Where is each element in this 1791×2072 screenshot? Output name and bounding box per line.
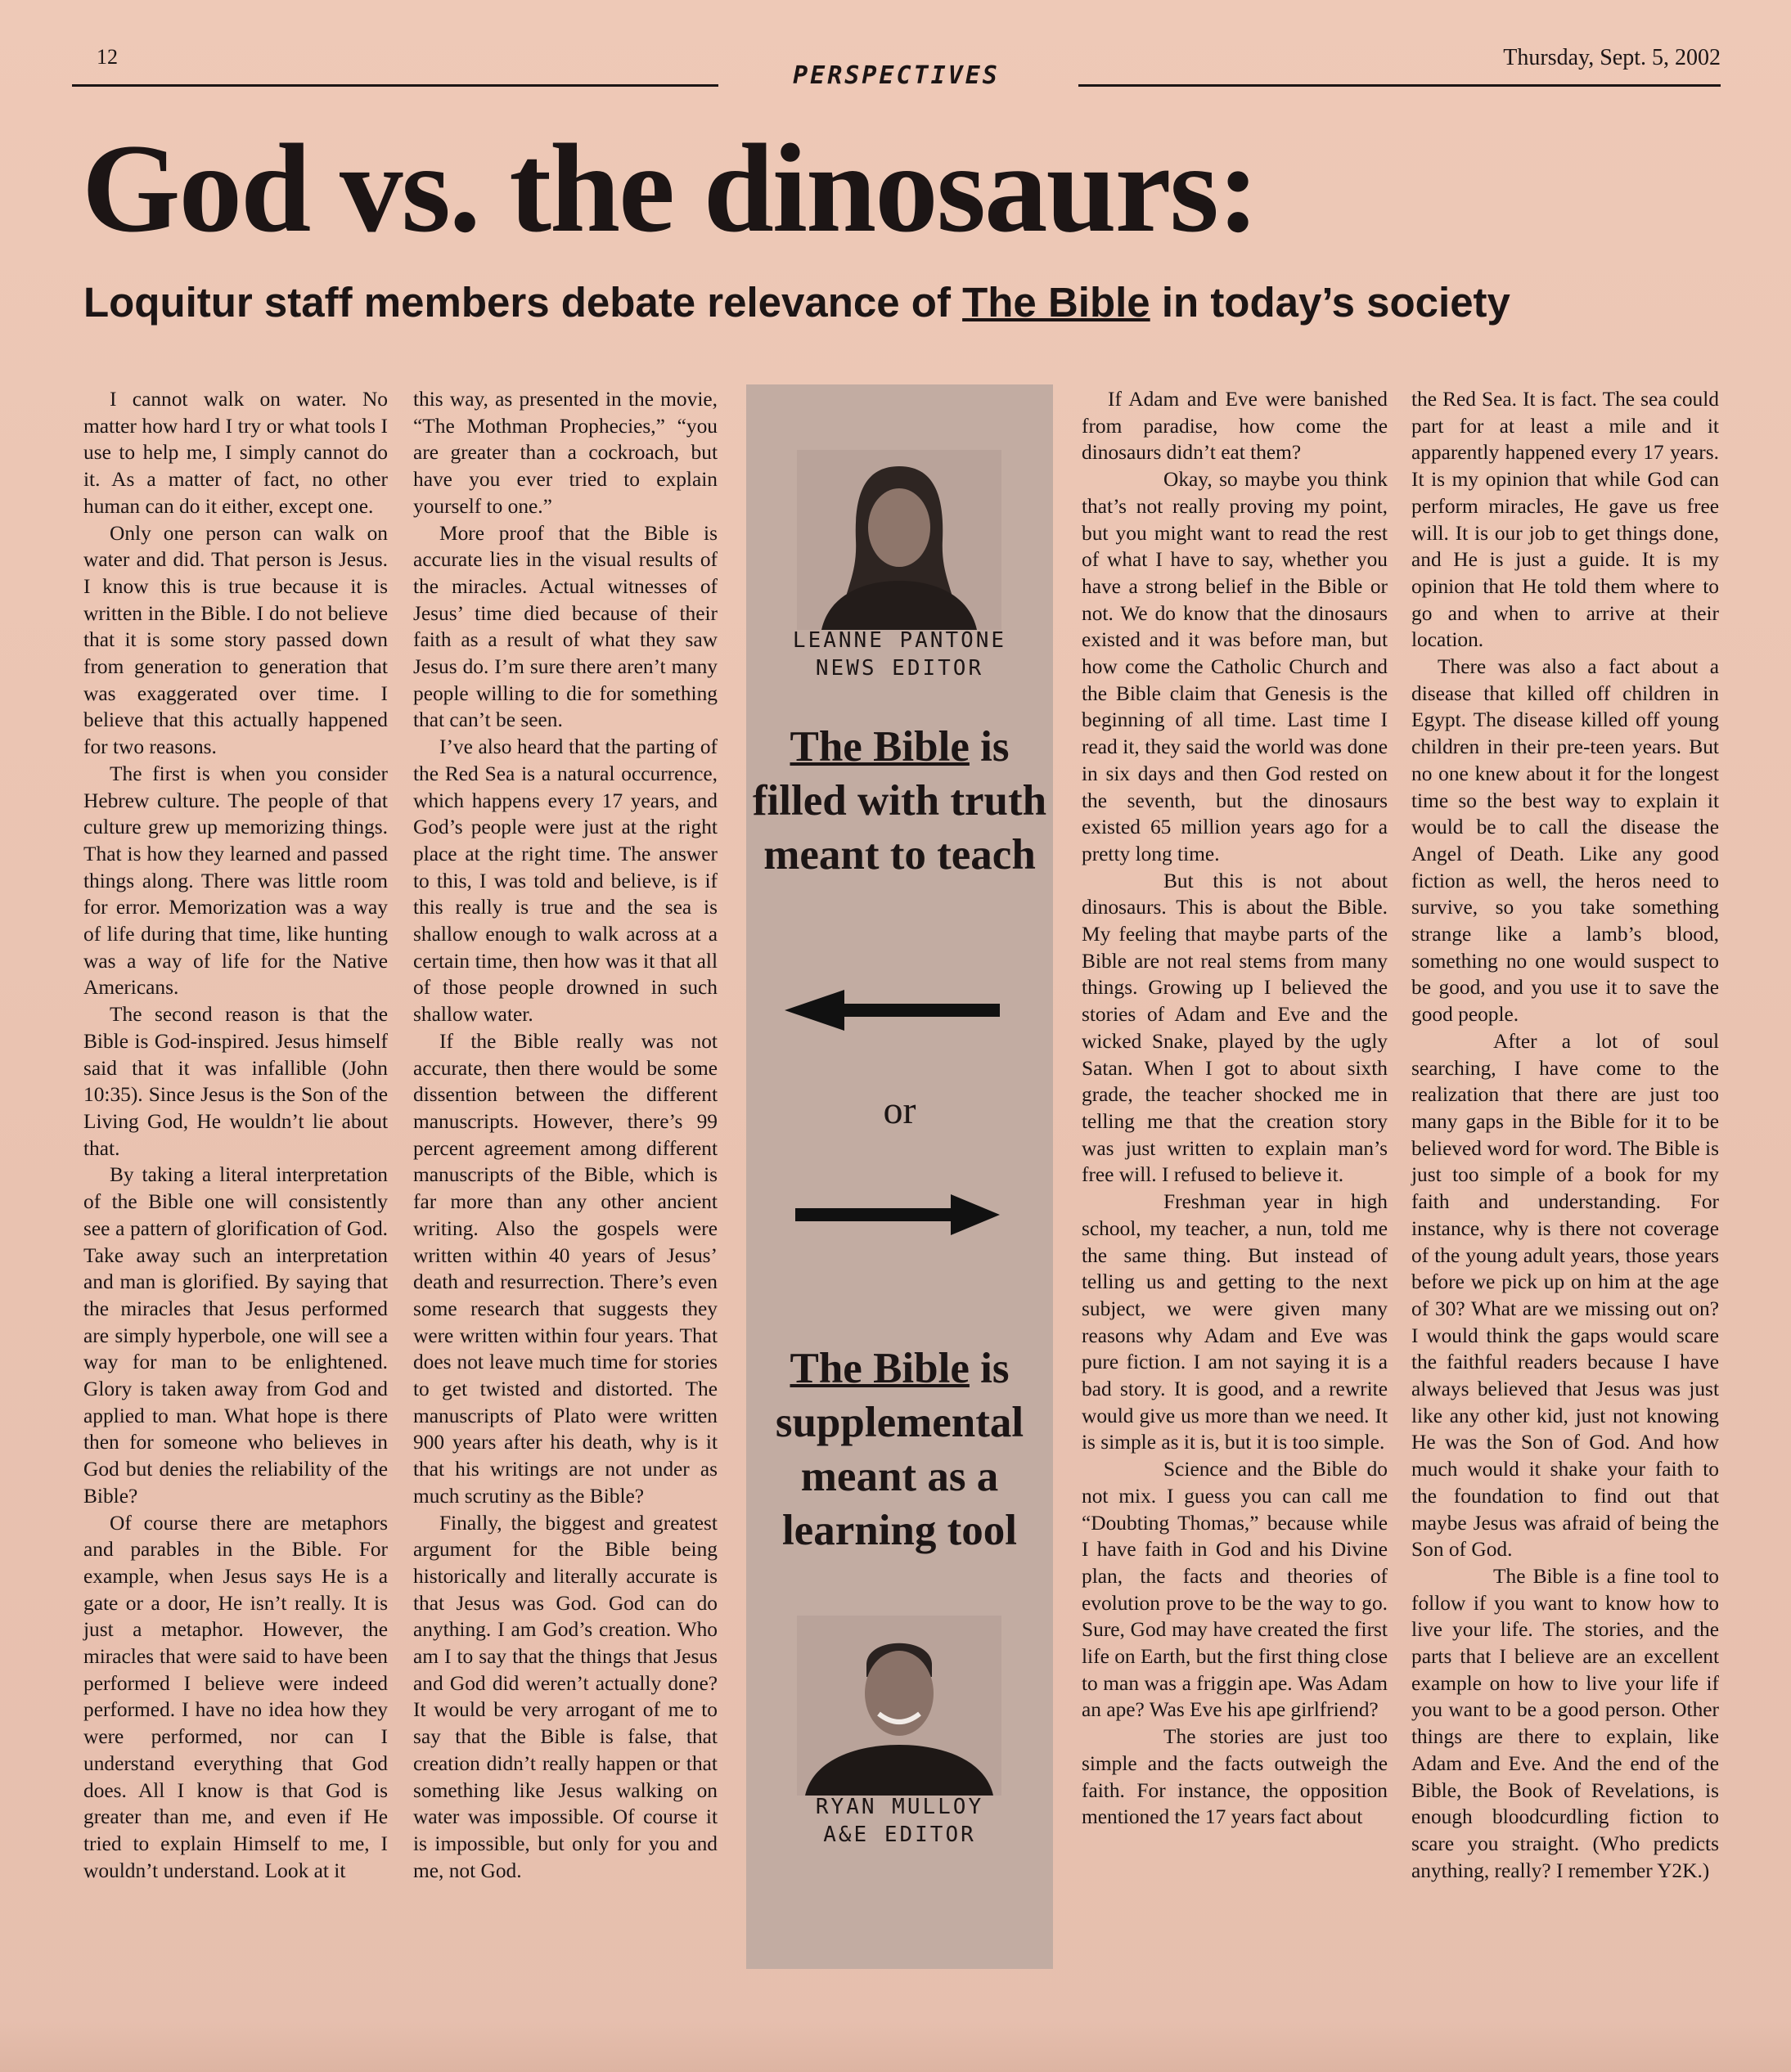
pull-quote-underlined: The Bible [790, 1345, 970, 1392]
author-name: LEANNE PANTONE [792, 628, 1007, 653]
paragraph: After a lot of soul searching, I have come to the realization that there are just too many gaps in the Bible for it to be believed word for word. The Bible is just too simple of a book for my faith and understanding. For instance, why is there not coverage of the young adult years, those years before we pick up on him at the age of 30? What are we missing out on? I would think the gaps would scare the faithful readers because I have always believed that Jesus was just like any other kid, just not knowing He was the Son of God. And how much would it shake your faith to the foundation to find out that maybe Jesus was afraid of being the Son of God. [1411, 1029, 1719, 1562]
paragraph: If Adam and Eve were banished from paradise, how come the dinosaurs didn’t eat them? [1082, 388, 1388, 465]
paragraph: By taking a literal interpretation of the Bible one will consistently see a pattern of glorification of God. Take away such an interpretation and man is glorified. By saying that the miracles that Jesus performed are simply hyperbole, one will see a way for man to be enlightened. Glory is taken away from God and applied to man. What hope is there then for someone who believes in God but denies the reliability of the Bible? [83, 1163, 388, 1508]
pull-quote-text: is supplemental meant as a learning tool [775, 1345, 1024, 1554]
article-column-3 [1082, 386, 1388, 1831]
center-panel [746, 384, 1053, 1969]
pull-quote-text: is filled with truth meant to teach [752, 723, 1047, 879]
headline: God vs. the dinosaurs: [82, 118, 1258, 258]
subheadline [83, 276, 1703, 329]
pull-quote-2 [746, 1342, 1053, 1557]
paragraph: I cannot walk on water. No matter how hard I try or what tools I use to help me, I simply cannot do it. As a matter of fact, no other human can do it either, except one. [83, 388, 388, 518]
pull-quote-1 [746, 720, 1053, 882]
paragraph: There was also a fact about a disease that killed off children in Egypt. The disease killed off young children in their pre-teen years. But no one knew about it for the longest time so the best way to explain it would be to call the disease the Angel of Death. Like any good fiction as well, the heros need to survive, so you take something strange like a lamb’s blood, something no one would suspect to be good, and you use it to save the good people. [1411, 655, 1719, 1027]
paragraph: The second reason is that the Bible is God-inspired. Jesus himself said that it was infallible (John 10:35). Since Jesus is the Son of the Living God, He wouldn’t lie about that. [83, 1003, 388, 1160]
paragraph: Freshman year in high school, my teacher, a nun, told me the same thing. But instead of telling us and getting to the next subject, we were given many reasons why Adam and Eve was pure fiction. I am not saying it is a bad story. It is good, and a rewrite would give us more than we need. It is simple as it is, but it is too simple. [1082, 1190, 1388, 1454]
subhead-text-after: in today’s society [1150, 279, 1510, 326]
pull-quote-underlined: The Bible [790, 723, 970, 771]
article-column-1 [83, 386, 388, 1884]
paragraph: this way, as presented in the movie, “The Mothman Prophecies,” “you are greater than a cockroach, but have you ever tried to explain yourself to one.” [413, 388, 718, 518]
author-byline-2 [746, 1793, 1053, 1849]
paragraph: The first is when you consider Hebrew culture. The people of that culture grew up memorizing things. That is how they learned and passed things along. There was little room for error. Memorization was a way of life during that time, like hunting was a way of life for the Native Americans. [83, 762, 388, 1000]
or-label: or [883, 1089, 916, 1132]
paragraph: If the Bible really was not accurate, then there would be some dissention between the different manuscripts. However, there’s 99 percent agreement among different manuscripts of the Bible, which is far more than any other ancient writing. Also the gospels were written within 40 years of Jesus’ death and resurrection. There’s even some research that suggests they were written within four years. That does not leave much time for stories to get twisted and distorted. The manuscripts of Plato were written 900 years after his death, why is it that his writings are not under as much scrutiny as the Bible? [413, 1029, 718, 1508]
author-photo-leanne [797, 450, 1001, 630]
author-title: A&E EDITOR [823, 1823, 976, 1847]
right-arrow-icon [746, 1190, 1053, 1239]
paragraph: But this is not about dinosaurs. This is about the Bible. My feeling that maybe parts of the Bible are not real stems from many things. Growing up I believed the stories of Adam and Eve and the wicked Snake, played by the ugly Satan. When I got to about sixth grade, the teacher shocked me in telling me that the creation story was just written to explain man’s free will. I refused to believe it. [1082, 869, 1388, 1187]
section-name: PERSPECTIVES [793, 61, 1000, 90]
paragraph: The stories are just too simple and the facts outweigh the faith. For instance, the opposition mentioned the 17 years fact about [1082, 1725, 1388, 1829]
article-column-2 [413, 386, 718, 1884]
paragraph: Finally, the biggest and greatest argument for the Bible being historically and literally accurate is that Jesus was God. God can do anything. I am God’s creation. Who am I to say that the things that Jesus and God did weren’t actually done? It would be very arrogant of me to say that the Bible is false, that creation didn’t really happen or that something like Jesus walking on water was impossible. Of course it is impossible, but only for you and me, not God. [413, 1511, 718, 1882]
paragraph: Science and the Bible do not mix. I guess you can call me “Doubting Thomas,” because while I have faith in God and his Divine plan, the facts and theories of evolution prove to be the way to go. Sure, God may have created the first life on Earth, but the first thing close to man was a friggin ape. Was Adam an ape? Was Eve his ape girlfriend? [1082, 1458, 1388, 1722]
paragraph: I’ve also heard that the parting of the Red Sea is a natural occurrence, which happens every 17 years, and God’s people were just at the right place at the right time. The answer to this, I was told and believe, is if this really is true and the sea is shallow enough to walk across at a certain time, then how was it that all of those people drowned in such shallow water. [413, 735, 718, 1027]
author-title: NEWS EDITOR [815, 656, 984, 681]
author-photo-ryan [797, 1616, 1001, 1796]
issue-date: Thursday, Sept. 5, 2002 [1503, 45, 1721, 70]
author-byline-1 [746, 627, 1053, 682]
paragraph: Okay, so maybe you think that’s not really proving my point, but you might want to read the rest of what I have to say, whether you have a strong belief in the Bible or not. We do know that the dinosaurs existed and it was before man, but how come the Catholic Church and the Bible claim that Genesis is the beginning of all time. Last time I read it, they said the world was done in six days and then God rested on the seventh, but the dinosaurs existed 65 million years ago for a pretty long time. [1082, 468, 1388, 865]
paragraph: Only one person can walk on water and did. That person is Jesus. I know this is true because it is written in the Bible. I do not believe that it is some story passed down from generation to generation that was exaggerated over time. I believe that this actually happened for two reasons. [83, 521, 388, 759]
paragraph: the Red Sea. It is fact. The sea could part for at least a mile and it apparently happened every 17 years. It is my opinion that while God can perform miracles, He gave us free will. It is our job to get things done, and He is just a guide. It is my opinion that He told them where to go and when to arrive at their location. [1411, 388, 1719, 652]
article-column-4 [1411, 386, 1719, 1884]
subhead-text-before: Loquitur staff members debate relevance of [83, 279, 963, 326]
left-arrow-icon [746, 986, 1053, 1035]
page-bottom-edge [0, 2020, 1791, 2072]
author-name: RYAN MULLOY [815, 1795, 984, 1819]
paragraph: The Bible is a fine tool to follow if you want to know how to live your life. The stories, and the parts that I believe are an excellent example on how to live your life if you want to be a good person. Other things are there to explain, like Adam and Eve. And the end of the Bible, the Book of Revelations, is enough bloodcurdling fiction to scare you straight. (Who predicts anything, really? I remember Y2K.) [1411, 1564, 1719, 1882]
header-rule-right [1078, 84, 1721, 87]
paragraph: Of course there are metaphors and parables in the Bible. For example, when Jesus says He is a gate or a door, He isn’t really. It is just a metaphor. However, the miracles that were said to have been performed I believe were indeed performed. I have no idea how they were performed, nor can I understand everything that God does. All I know is that God is greater than me, and even if He tried to explain Himself to me, I wouldn’t understand. Look at it [83, 1511, 388, 1882]
paragraph: More proof that the Bible is accurate lies in the visual results of the miracles. Actual witnesses of Jesus’ time died because of their faith as a result of what they saw Jesus do. I’m sure there aren’t many people willing to die for something that can’t be seen. [413, 521, 718, 732]
subhead-underlined: The Bible [962, 279, 1150, 326]
page-number: 12 [97, 45, 118, 69]
page-header [72, 45, 1721, 94]
